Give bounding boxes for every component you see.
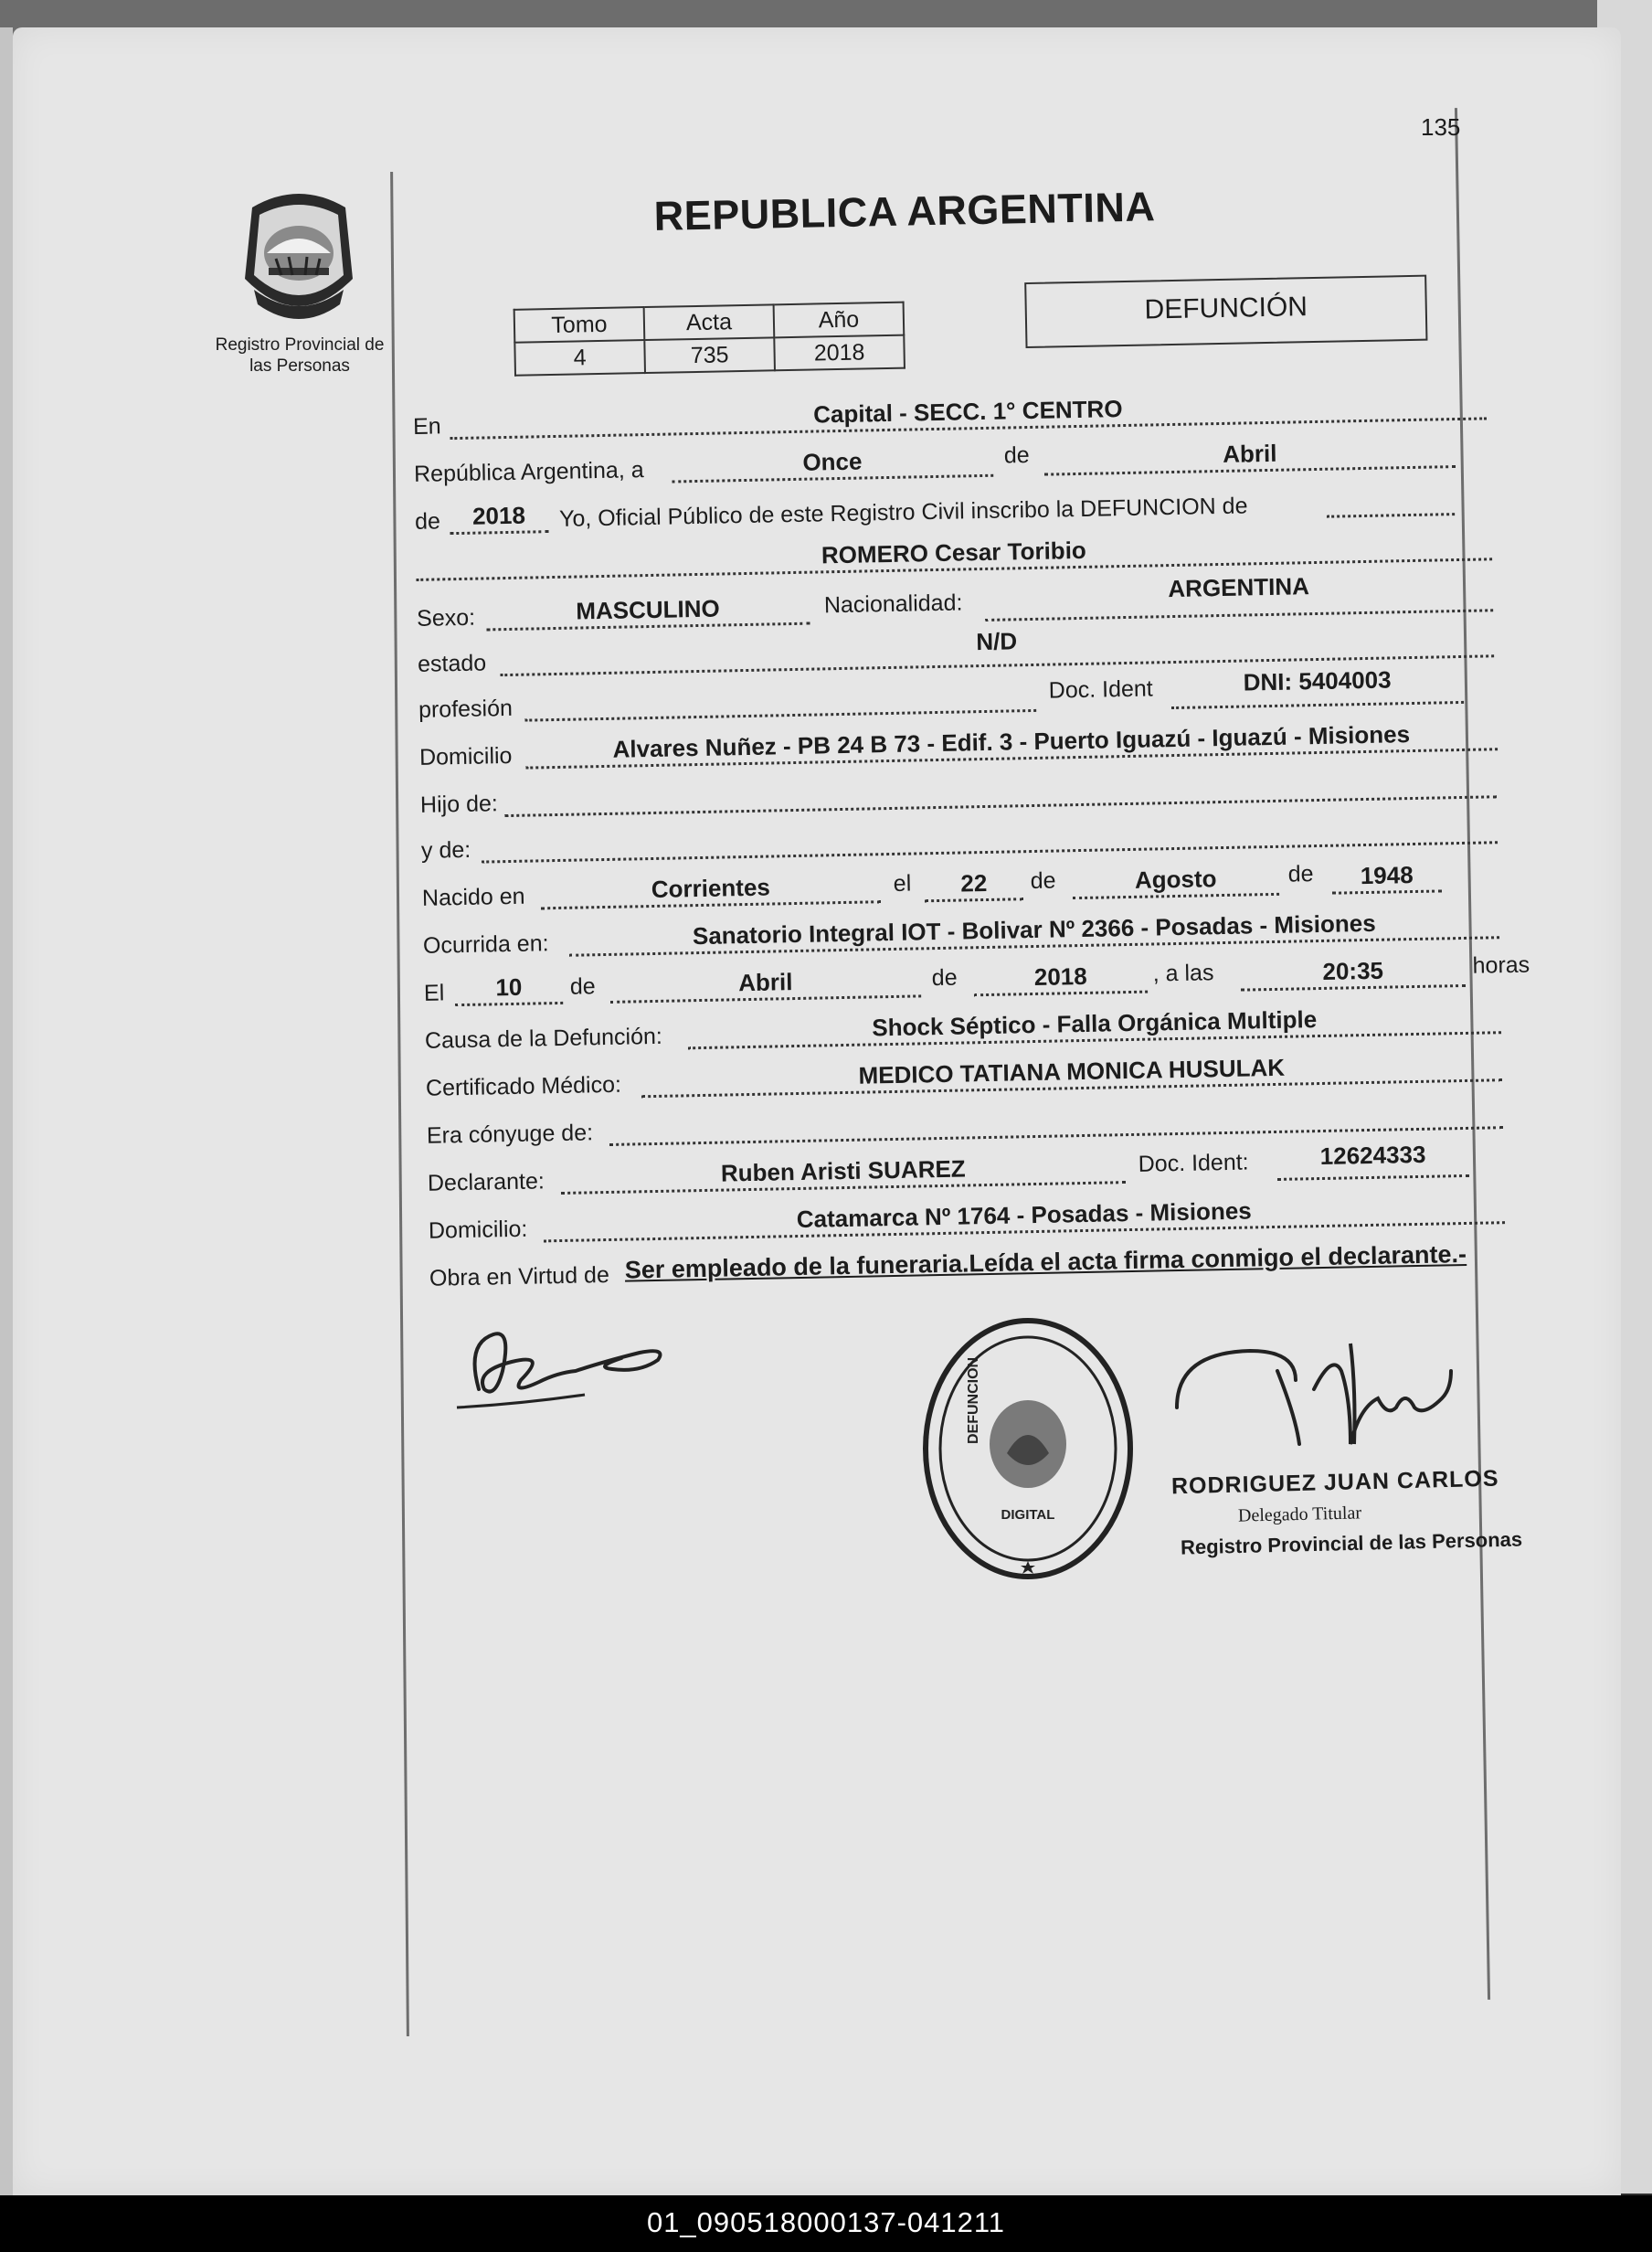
fallecimiento-anio-value: 2018 xyxy=(1033,961,1087,992)
fallecimiento-mes-value: Abril xyxy=(737,968,793,997)
republica-label: República Argentina, a xyxy=(413,457,644,487)
official-name: RODRIGUEZ JUAN CARLOS xyxy=(1170,1465,1499,1500)
svg-text:DEFUNCION: DEFUNCION xyxy=(966,1356,981,1444)
nacido-de-label: de xyxy=(1030,867,1056,895)
estado-value: N/D xyxy=(976,627,1018,656)
official-role: Delegado Titular xyxy=(1237,1503,1362,1526)
page-title: REPUBLICA ARGENTINA xyxy=(653,183,1156,239)
declarant-signature-icon xyxy=(448,1316,685,1426)
de-label: de xyxy=(414,508,441,535)
declarante-label: Declarante: xyxy=(427,1168,545,1196)
profesion-label: profesión xyxy=(418,695,514,723)
declarante-doc-label: Doc. Ident: xyxy=(1138,1149,1249,1177)
fallecimiento-dia-value: 10 xyxy=(495,972,523,1002)
nacido-label: Nacido en xyxy=(421,883,525,911)
anio-value: 2018 xyxy=(774,335,905,371)
conyuge-label: Era cónyuge de: xyxy=(426,1120,594,1149)
nacido-el-label: el xyxy=(893,870,912,897)
hijo-de-label: Hijo de: xyxy=(419,791,499,818)
ocurrida-label: Ocurrida en: xyxy=(422,930,549,959)
de2-label: de xyxy=(931,964,958,992)
tomo-header: Tomo xyxy=(514,307,645,343)
obra-label: Obra en Virtud de xyxy=(429,1261,610,1291)
domicilio-label: Domicilio xyxy=(418,742,513,770)
mes-value: Abril xyxy=(1222,439,1277,468)
causa-label: Causa de la Defunción: xyxy=(424,1023,663,1054)
nacido-de2-label: de xyxy=(1287,861,1314,887)
obra-value: Ser empleado de la funeraria.Leída el acta firma conmigo el declarante.- xyxy=(624,1239,1467,1284)
death-certificate-form xyxy=(408,116,1530,1306)
official-signature-icon xyxy=(1168,1334,1469,1471)
declarante-value: Ruben Aristi SUAREZ xyxy=(720,1154,966,1187)
nacido-anio-value: 1948 xyxy=(1360,861,1414,890)
domicilio-declarante-value: Catamarca Nº 1764 - Posadas - Misiones xyxy=(796,1196,1252,1234)
doc-ident-label: Doc. Ident xyxy=(1048,675,1153,704)
deceased-name: ROMERO Cesar Toribio xyxy=(821,536,1087,569)
svg-text:DIGITAL: DIGITAL xyxy=(1001,1507,1055,1523)
inscripcion-text: Yo, Oficial Público de este Registro Civil inscribo la DEFUNCION de xyxy=(558,493,1248,532)
y-de-label: y de: xyxy=(420,836,471,864)
reference-table xyxy=(514,302,905,377)
file-code: 01_090518000137-041211 xyxy=(646,2206,1006,2238)
estado-label: estado xyxy=(417,650,487,677)
causa-value: Shock Séptico - Falla Orgánica Multiple xyxy=(872,1005,1318,1042)
trailing-field xyxy=(1326,482,1455,518)
profesion-field xyxy=(524,678,1037,722)
el-label: El xyxy=(423,980,445,1006)
official-office: Registro Provincial de las Personas xyxy=(1180,1527,1523,1559)
nacionalidad-value: ARGENTINA xyxy=(1168,572,1310,603)
official-seal-icon xyxy=(914,1307,1142,1590)
nacionalidad-label: Nacionalidad: xyxy=(823,590,963,619)
de-label: de xyxy=(1003,442,1030,469)
acta-value: 735 xyxy=(644,337,775,373)
page-edge xyxy=(0,27,13,2195)
en-label: En xyxy=(412,413,441,440)
domicilio-value: Alvares Nuñez - PB 24 B 73 - Edif. 3 - Puerto Iguazú - Iguazú - Misiones xyxy=(612,720,1411,763)
misiones-crest-icon xyxy=(236,187,362,324)
sexo-label: Sexo: xyxy=(416,604,476,632)
certificado-value: MEDICO TATIANA MONICA HUSULAK xyxy=(858,1053,1286,1089)
acta-header: Acta xyxy=(644,304,775,340)
hora-value: 20:35 xyxy=(1322,956,1384,985)
horas-label: horas xyxy=(1472,951,1530,979)
nacido-dia-value: 22 xyxy=(960,868,988,898)
nacido-lugar-value: Corrientes xyxy=(651,873,771,904)
de1-label: de xyxy=(569,973,596,1000)
reference-value-row xyxy=(514,335,905,376)
sexo-value: MASCULINO xyxy=(575,594,720,625)
page-number: 135 xyxy=(1421,113,1461,141)
ocurrida-value: Sanatorio Integral IOT - Bolivar Nº 2366 - Posadas - Misiones xyxy=(692,908,1376,951)
registry-caption: Registro Provincial de las Personas xyxy=(215,335,385,376)
doc-ident-value: DNI: 5404003 xyxy=(1243,665,1392,696)
document-type-box: DEFUNCIÓN xyxy=(1024,275,1427,348)
anio-value: 2018 xyxy=(471,501,526,530)
certificado-label: Certificado Médico: xyxy=(425,1071,622,1101)
a-las-label: , a las xyxy=(1152,960,1214,987)
declarante-doc-value: 12624333 xyxy=(1319,1140,1426,1171)
dia-value: Once xyxy=(802,447,863,476)
anio-header: Año xyxy=(774,303,905,338)
domicilio-declarante-label: Domicilio: xyxy=(428,1216,528,1244)
nacido-mes-value: Agosto xyxy=(1134,865,1217,894)
tomo-value: 4 xyxy=(514,340,645,376)
en-value: Capital - SECC. 1° CENTRO xyxy=(812,395,1123,429)
conyuge-field xyxy=(609,1095,1504,1146)
